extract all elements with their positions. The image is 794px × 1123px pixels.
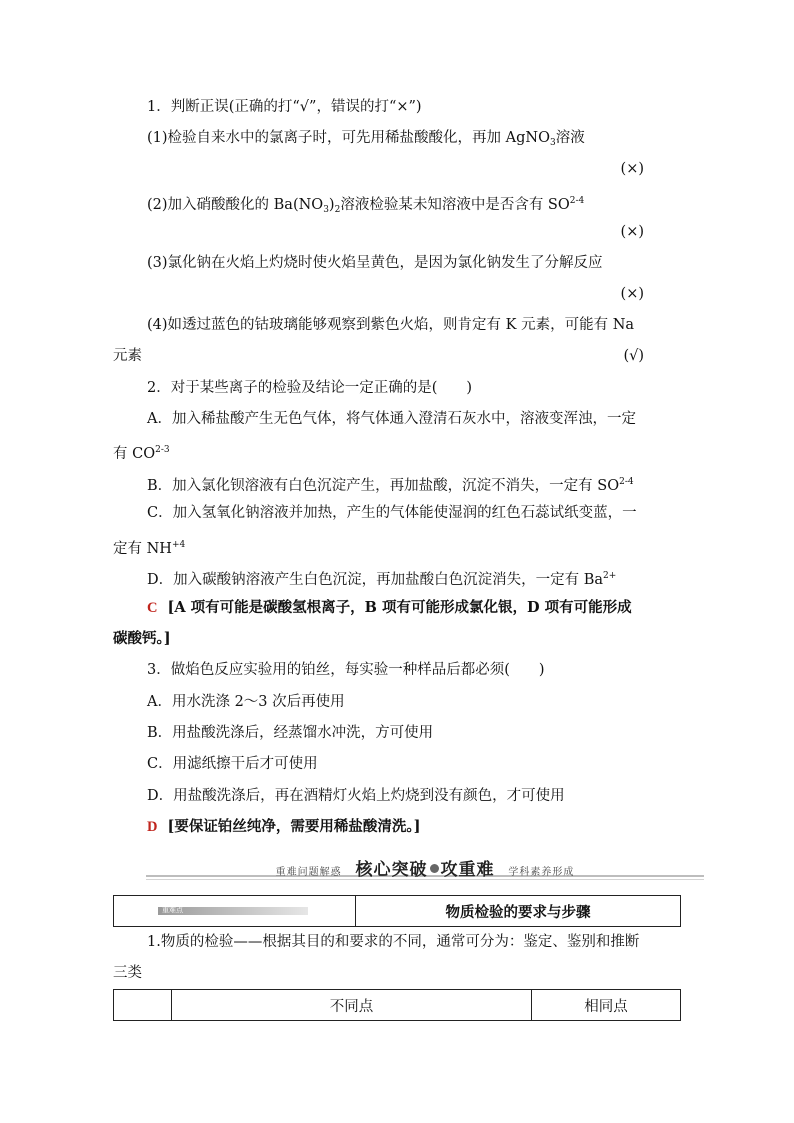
q1-item-3-answer: (×) bbox=[620, 286, 644, 302]
q2-option-a: A．加入稀盐酸产生无色气体，将气体通入澄清石灰水中，溶液变浑浊，一定 bbox=[147, 411, 636, 427]
comparison-table-header bbox=[113, 989, 681, 1021]
q1-item-2: (2)加入硝酸酸化的 $Ba(NO_3)_2$溶液检验某未知溶液中是否含有 SO$^{2-4}$ bbox=[147, 196, 585, 215]
q3-option-b: B．用盐酸洗涤后，经蒸馏水冲洗，方可使用 bbox=[147, 725, 434, 741]
q2-option-c: C．加入氢氧化钠溶液并加热，产生的气体能使湿润的红色石蕊试纸变蓝，一 bbox=[147, 505, 637, 521]
paragraph-line-2: 三类 bbox=[113, 965, 142, 981]
q2-title: 2．对于某些离子的检验及结论一定正确的是( ) bbox=[147, 380, 473, 396]
table-header-blank bbox=[114, 990, 171, 1020]
q2-option-d: D．加入碳酸钠溶液产生白色沉淀，再加盐酸白色沉淀消失，一定有 $Ba^{2+}$ bbox=[147, 571, 617, 588]
banner-right-text: 学科素养形成 bbox=[508, 867, 575, 878]
paragraph-line-1: 1.物质的检验——根据其目的和要求的不同，通常可分为：鉴定、鉴别和推断 bbox=[147, 934, 640, 950]
section-heading-box bbox=[113, 895, 681, 927]
q1-item-2-answer: (×) bbox=[620, 224, 644, 240]
q2-option-c-cont: 定有 $NH^{+4}$ bbox=[113, 540, 186, 557]
q1-item-1: (1)检验自来水中的氯离子时，可先用稀盐酸酸化，再加 AgNO$_3$溶液 bbox=[147, 130, 585, 148]
q2-option-a-cont: 有 CO$^{2-3}$ bbox=[113, 445, 170, 462]
q1-title: 1．判断正误(正确的打“√”，错误的打“×”) bbox=[147, 99, 422, 115]
q3-option-a: A．用水洗涤 2～3 次后再使用 bbox=[147, 694, 345, 710]
banner-main-1: 核心突破 bbox=[355, 860, 428, 880]
q1-item-3: (3)氯化钠在火焰上灼烧时使火焰呈黄色，是因为氯化钠发生了分解反应 bbox=[147, 255, 603, 271]
q2-answer-letter: C bbox=[147, 600, 158, 616]
q3-title: 3．做焰色反应实验用的铂丝，每实验一种样品后都必须( ) bbox=[147, 662, 545, 678]
section-banner bbox=[146, 855, 704, 883]
q3-answer: D [要保证铂丝纯净，需要用稀盐酸清洗。] bbox=[147, 818, 421, 835]
q1-item-4-cont: 元素 bbox=[113, 348, 142, 364]
q3-option-d: D．用盐酸洗涤后，再在酒精灯火焰上灼烧到没有颜色，才可使用 bbox=[147, 788, 565, 804]
section-heading: 物质检验的要求与步骤 bbox=[445, 903, 591, 921]
table-header-similarities: 相同点 bbox=[584, 998, 628, 1015]
q3-answer-letter: D bbox=[147, 819, 158, 835]
q1-item-1-answer: (×) bbox=[620, 161, 644, 177]
q2-answer: C [A 项有可能是碳酸氢根离子，B 项有可能形成氯化银，D 项有可能形成 bbox=[147, 599, 632, 616]
q3-option-c: C．用滤纸擦干后才可使用 bbox=[147, 756, 318, 772]
q1-item-4: (4)如透过蓝色的钴玻璃能够观察到紫色火焰，则肯定有 K 元素，可能有 Na bbox=[147, 317, 635, 333]
key-point-tag: 重难点 bbox=[158, 907, 308, 915]
banner-left-text: 重难问题解惑 bbox=[275, 867, 342, 878]
q2-option-b: B．加入氯化钡溶液有白色沉淀产生，再加盐酸，沉淀不消失，一定有 SO$^{2-4}$ bbox=[147, 477, 634, 494]
table-header-differences: 不同点 bbox=[329, 998, 374, 1015]
q1-item-4-answer: (√) bbox=[623, 348, 644, 364]
banner-dot-icon bbox=[430, 864, 439, 873]
q2-answer-cont: 碳酸钙。] bbox=[113, 630, 171, 647]
banner-main-2: 攻重难 bbox=[440, 860, 495, 880]
